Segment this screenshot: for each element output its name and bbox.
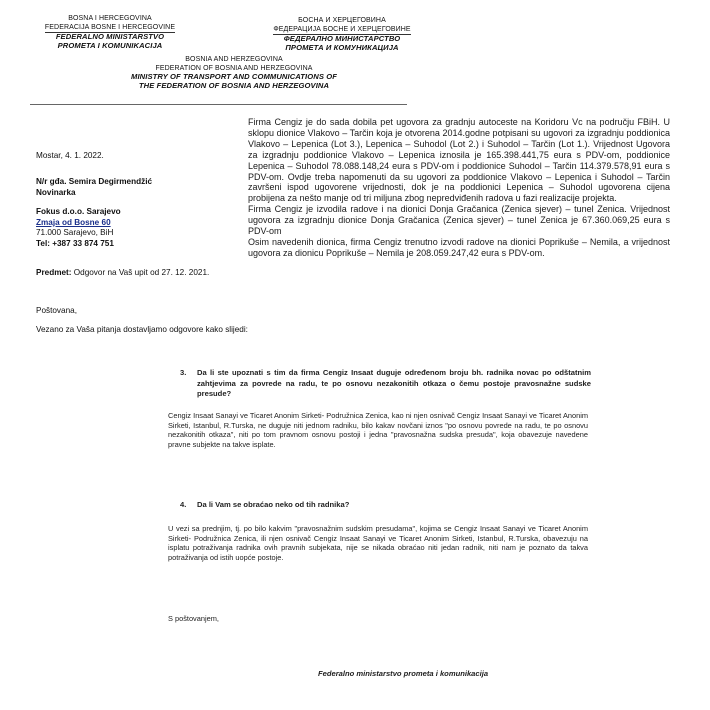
header-center-ministry-sub: THE FEDERATION OF BOSNIA AND HERZEGOVINA [138,80,330,90]
place-date: Mostar, 4. 1. 2022. [36,151,104,160]
recipient-title: Novinarka [36,187,76,197]
header-left-ministry-sub: PROMETA I KOMUNIKACIJA [57,40,163,50]
answer-4-text: U vezi sa prednjim, tj. po bilo kakvim "pravosnažnim sudskim presudama", kojima se Cengiz Insaat Sanayi ve Ticaret Anonim Sirketi- Podružnica Zenica, ili njen osnivač Cengiz Insaat Sanayi ve Ticaret Anonim Sirketi, Istanbul, R.Turska, obavezuju na isplatu potraživanja radnika ovih pravnih subjekata, nije se nikada obraćao niti jedan radnik, niti nam je poznato da takva potraživanja od istih uopće postoje. [168,524,588,562]
recipient-city: 71.000 Sarajevo, BiH [36,228,114,237]
contracts-paragraph-1: Firma Cengiz je do sada dobila pet ugovora za gradnju autoceste na Koridoru Vc na području FBiH. U sklopu dionice Vlakovo – Tarčin koja je otvorena 2014.godne potpisani su ugovori za izgradnju poddionica Vlakovo – Lepenica (Lot 3.), Lepenica – Suhodol (Lot 2.) i Suhodol – Tarčin (Lot 1.). Vrijednost Ugovora za izgradnju poddionice Vlakovo – Lepenica iznosila je 165.398.441,75 eura s PDV-om, poddionice Lepenica – Suhodol 78.088.148,24 eura s PDV-om i poddionice Suhodol – Tarčin 114.379.578,91 eura s PDV-om. Ovdje treba napomenuti da su ugovori za poddionice Vlakovo – Lepenica i Suhodol – Tarčin završeni ispod ugovorene vrijednosti, dok je na poddionici Lepenica – Suhodol ugovorena cijena probijena za nešto manje od tri miljuna zbog nepredviđenih radova u fazi realizacije projekta. [248,117,670,204]
intro-text: Vezano za Vaša pitanja dostavljamo odgovore kako slijedi: [36,325,248,334]
header-center-country: BOSNIA AND HERZEGOVINA [185,56,283,63]
question-3-text: Da li ste upoznati s tim da firma Cengiz Insaat duguje određenom broju bh. radnika novac po odštatnim zahtjevima za povrede na radu, te po osnovu nezakonitih otkaza o čemu postoje pravosnažne sudske presude? [197,368,591,399]
closing-regards: S poštovanjem, [168,614,219,623]
subject-text: Odgovor na Vaš upit od 27. 12. 2021. [71,268,210,277]
header-center-ministry: MINISTRY OF TRANSPORT AND COMMUNICATIONS OF [131,72,337,81]
question-4-number: 4. [180,500,187,509]
header-right [262,17,422,52]
contracts-text-block [248,117,670,259]
recipient-street-link[interactable]: Zmaja od Bosne 60 [36,217,111,227]
header-left-country: BOSNA I HERCEGOVINA [68,15,152,22]
subject-line [36,268,246,279]
header-right-country: БОСНА И ХЕРЦЕГОВИНА [298,17,386,24]
greeting: Poštovana, [36,306,77,315]
header-center-federation: FEDERATION OF BOSNIA AND HERZEGOVINA [155,64,313,72]
contracts-paragraph-2: Firma Cengiz je izvodila radove i na dionici Donja Gračanica (Zenica sjever) – tunel Zenica. Vrijednost ugovora za izgradnju dionice Donja Gračanica (Zenica sjever) – tunel Zenica je 67.360.069,25 eura s PDV-om [248,204,670,237]
subject-label: Predmet: [36,268,72,277]
recipient-block [36,177,216,249]
recipient-name: N/r gđa. Semira Degirmendžić [36,177,153,186]
signature-ministry: Federalno ministarstvo prometa i komunikacija [318,669,489,678]
recipient-tel: Tel: +387 33 874 751 [36,238,114,248]
header-left-federation: FEDERACIJA BOSNE I HERCEGOVINE [30,24,190,34]
question-3-number: 3. [180,368,187,377]
header-left-ministry: FEDERALNO MINISTARSTVO [55,32,165,41]
header-center [118,56,350,90]
header-right-ministry: ФЕДЕРАЛНО МИНИСТАРСТВО [283,34,401,43]
header-left [30,15,190,50]
recipient-org: Fokus d.o.o. Sarajevo [36,207,121,216]
contracts-paragraph-3: Osim navedenih dionica, firma Cengiz trenutno izvodi radove na dionici Poprikuše – Nemila, a vrijednost ugovora za dionicu Poprikuše – Nemila je 208.059.247,42 eura s PDV-om. [248,236,670,258]
header-divider [30,104,407,105]
question-4-text: Da li Vam se obraćao neko od tih radnika? [197,500,350,509]
answer-3-text: Cengiz Insaat Sanayi ve Ticaret Anonim Sirketi- Podružnica Zenica, kao ni njen osnivač Cengiz Insaat Sanayi ve Ticaret Anonim Sirketi, Istanbul, R.Turska, ne duguje niti jednom radniku, bilo kakav novčani iznos "po osnovu povrede na radu, te po osnovu nezakonitih otkaza", niti po tom pravnom osnovu postoji i jedna "pravosnažna sudska presuda", koja obavezuje navedene pravne subjekte na takve isplate. [168,411,588,449]
header-right-federation: ФЕДЕРАЦИЈА БОСНЕ И ХЕРЦЕГОВИНЕ [262,26,422,36]
header-right-ministry-sub: ПРОМЕТА И КОМУНИКАЦИЈА [285,42,399,52]
